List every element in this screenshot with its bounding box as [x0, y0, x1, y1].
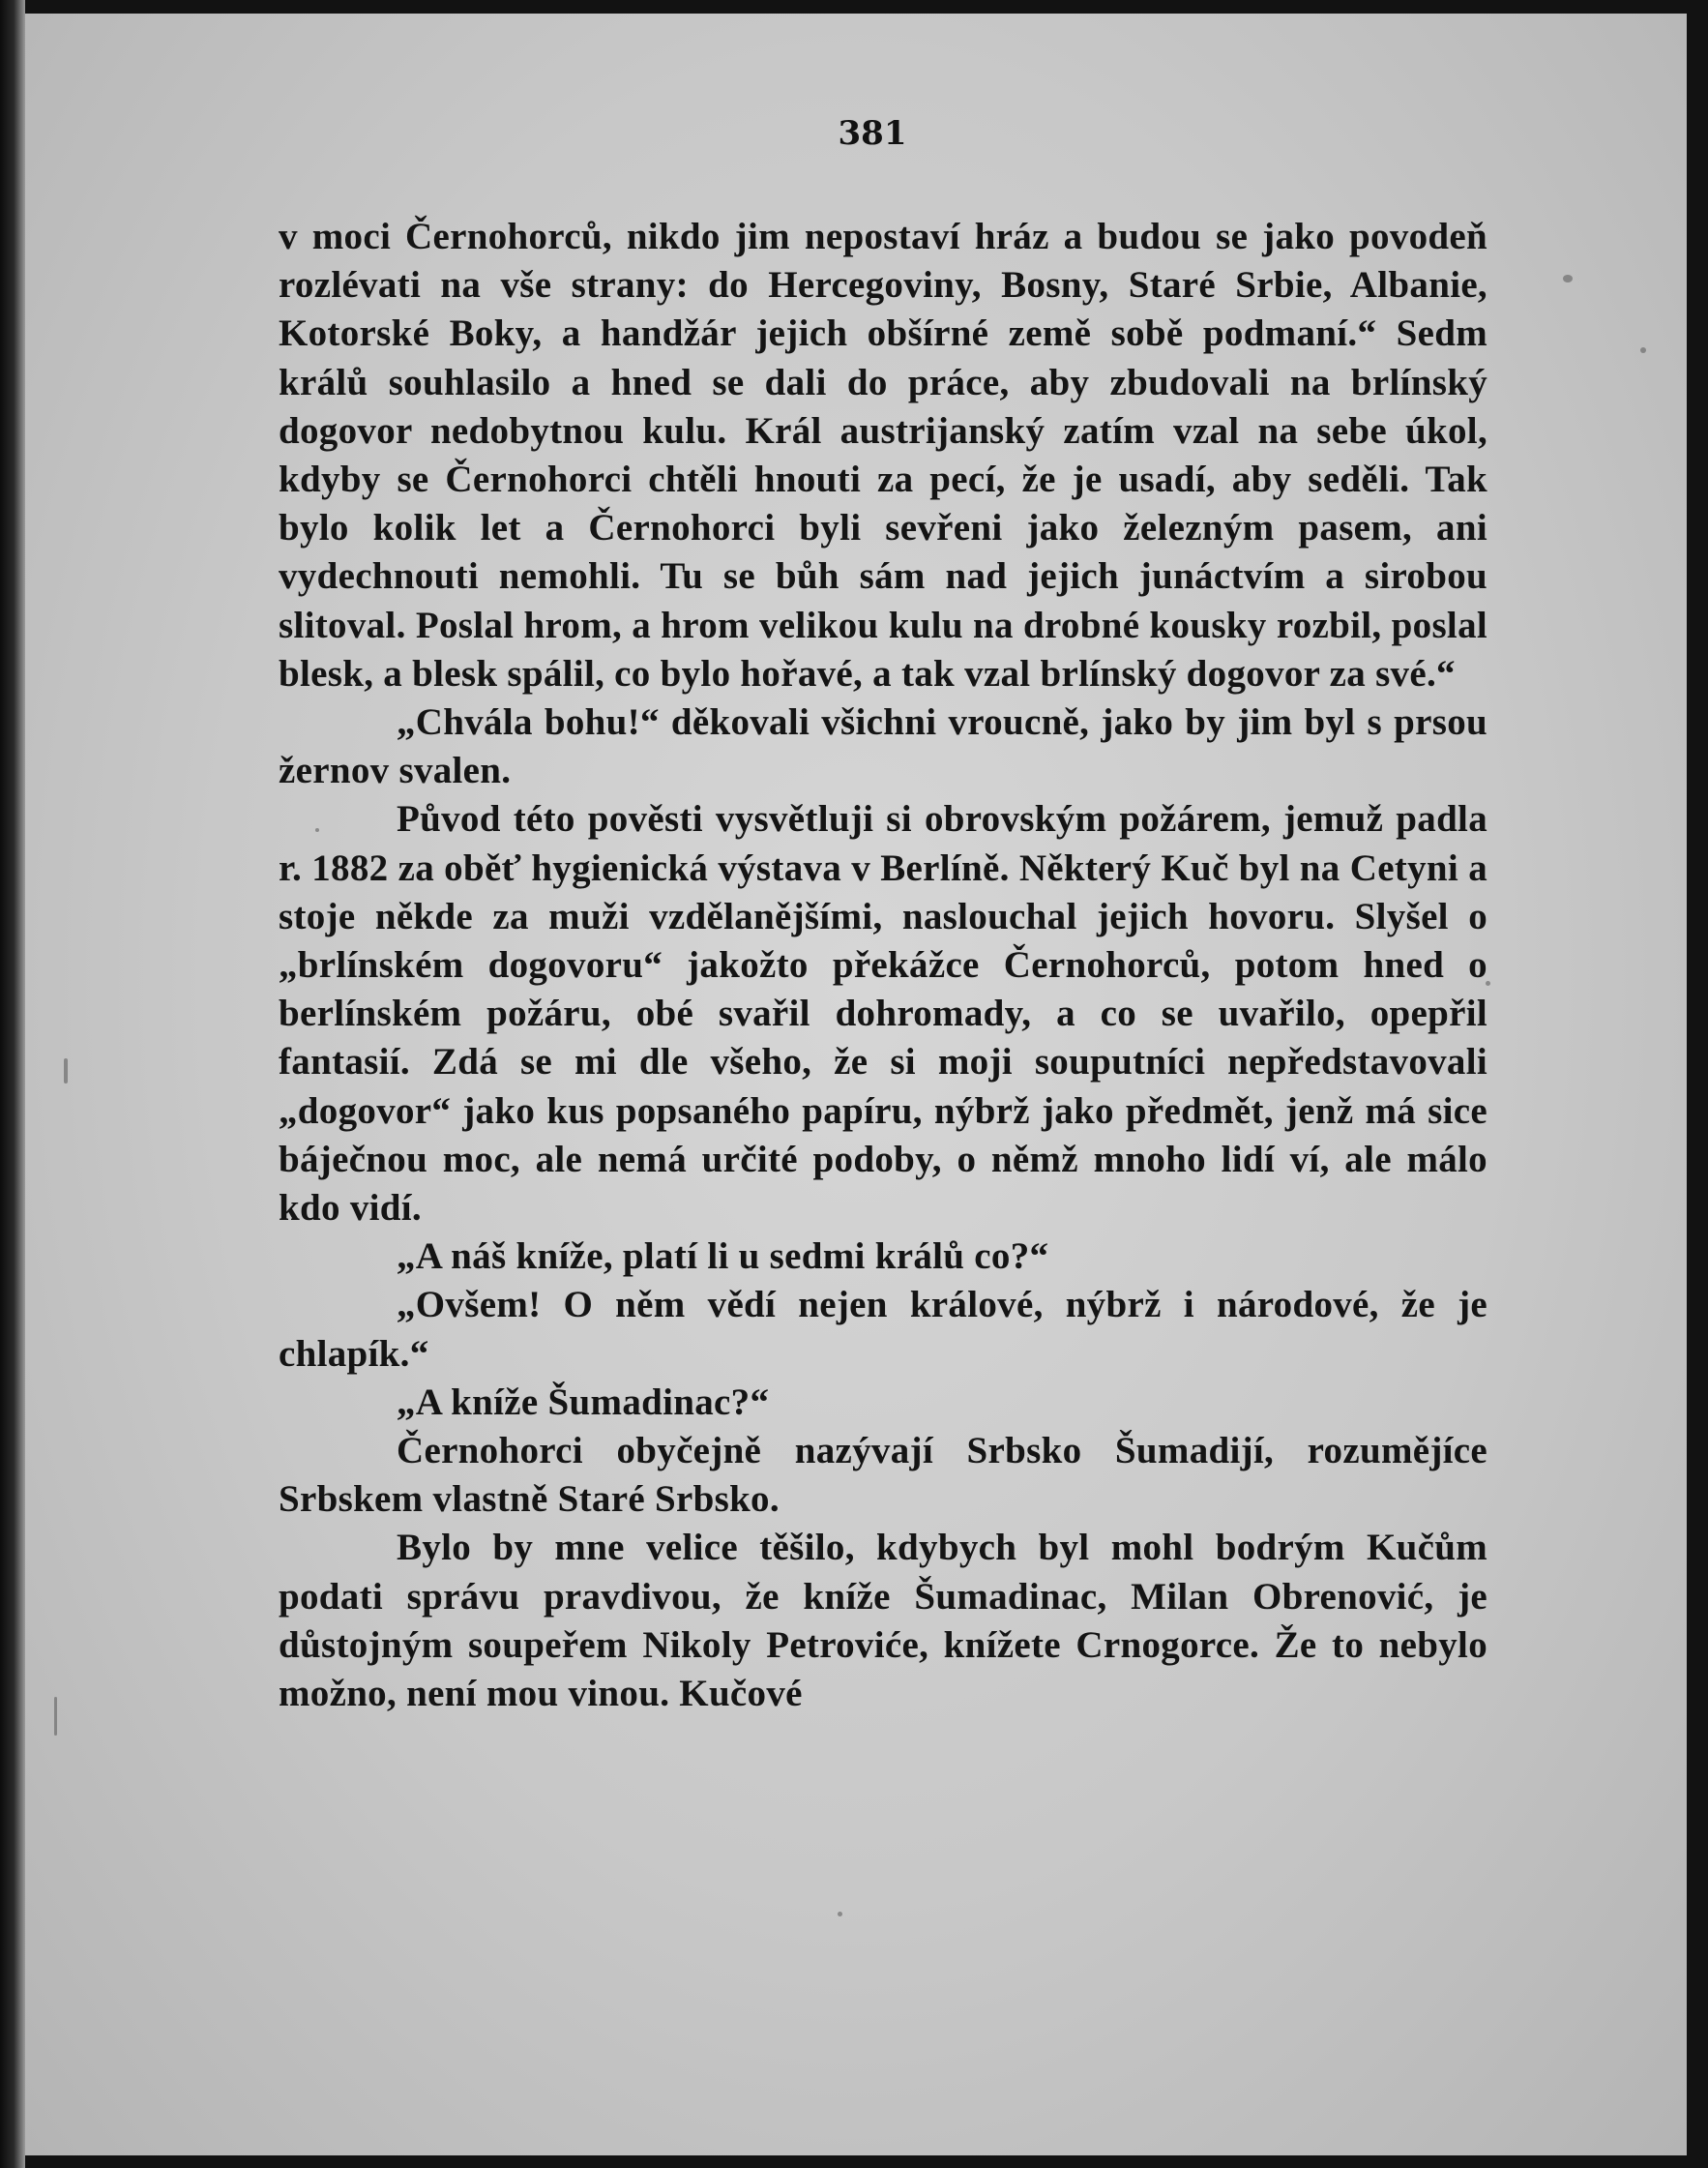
paper-speck	[1563, 275, 1573, 282]
paper-speck	[64, 1058, 68, 1084]
paragraph: „A kníže Šumadinac?“	[397, 1381, 770, 1423]
paragraph: „Chvála bohu!“ děkovali všichni vroucně, jako by jim byl s prsou žernov svalen.	[279, 701, 1487, 792]
paper-speck	[1640, 347, 1646, 353]
paper-speck	[54, 1697, 57, 1736]
paragraph: „Ovšem! O něm vědí nejen králové, nýbrž i národové, že je chlapík.“	[279, 1284, 1487, 1375]
page-number: 381	[838, 114, 907, 153]
paragraph: „A náš kníže, platí li u sedmi králů co?“	[397, 1235, 1049, 1278]
paper-speck	[838, 1912, 842, 1916]
paragraph: Černohorci obyčejně nazývají Srbsko Šumadijí, rozumějíce Srbskem vlastně Staré Srbsko.	[279, 1430, 1487, 1521]
paragraph: Bylo by mne velice těšilo, kdybych byl mohl bodrým Kučům podati správu pravdivou, že kníže Šumadinac, Milan Obrenović, je důstojným soupeřem Nikoly Petroviće, knížete Crnogorce. Že to nebylo možno, není mou vinou. Kučové	[279, 1527, 1487, 1715]
book-binding-edge	[0, 0, 25, 2168]
paragraph: v moci Černohorců, nikdo jim nepostaví hráz a budou se jako povodeň rozlévati na vše strany: do Hercegoviny, Bosny, Staré Srbie, Albanie, Kotorské Boky, a handžár jejich obšírné země sobě podmaní.“ Sedm králů souhlasilo a hned se dali do práce, aby zbudovali na brlínský dogovor nedobytnou kulu. Král austrijanský zatím vzal na sebe úkol, kdyby se Černohorci chtěli hnouti za pecí, že je usadí, aby seděli. Tak bylo kolik let a Černohorci byli sevřeni jako železným pasem, ani vydechnouti nemohli. Tu se bůh sám nad jejich junáctvím a sirobou slitoval. Poslal hrom, a hrom velikou kulu na drobné kousky rozbil, poslal blesk, a blesk spálil, co bylo hořavé, a tak vzal brlínský dogovor za své.“	[279, 216, 1487, 695]
body-text	[279, 213, 1487, 1718]
paragraph: Původ této pověsti vysvětluji si obrovským požárem, jemuž padla r. 1882 za oběť hygienická výstava v Berlíně. Některý Kuč byl na Cetyni a stoje někde za muži vzdělanějšími, naslouchal jejich hovoru. Slyšel o „brlínském dogovoru“ jakožto překážce Černohorců, potom hned o berlínském požáru, obé svařil dohromady, a co se uvařilo, opepřil fantasií. Zdá se mi dle všeho, že si moji souputníci nepředstavovali „dogovor“ jako kus popsaného papíru, nýbrž jako předmět, jenž má sice báječnou moc, ale nemá určité podoby, o němž mnoho lidí ví, ale málo kdo vidí.	[279, 798, 1487, 1230]
